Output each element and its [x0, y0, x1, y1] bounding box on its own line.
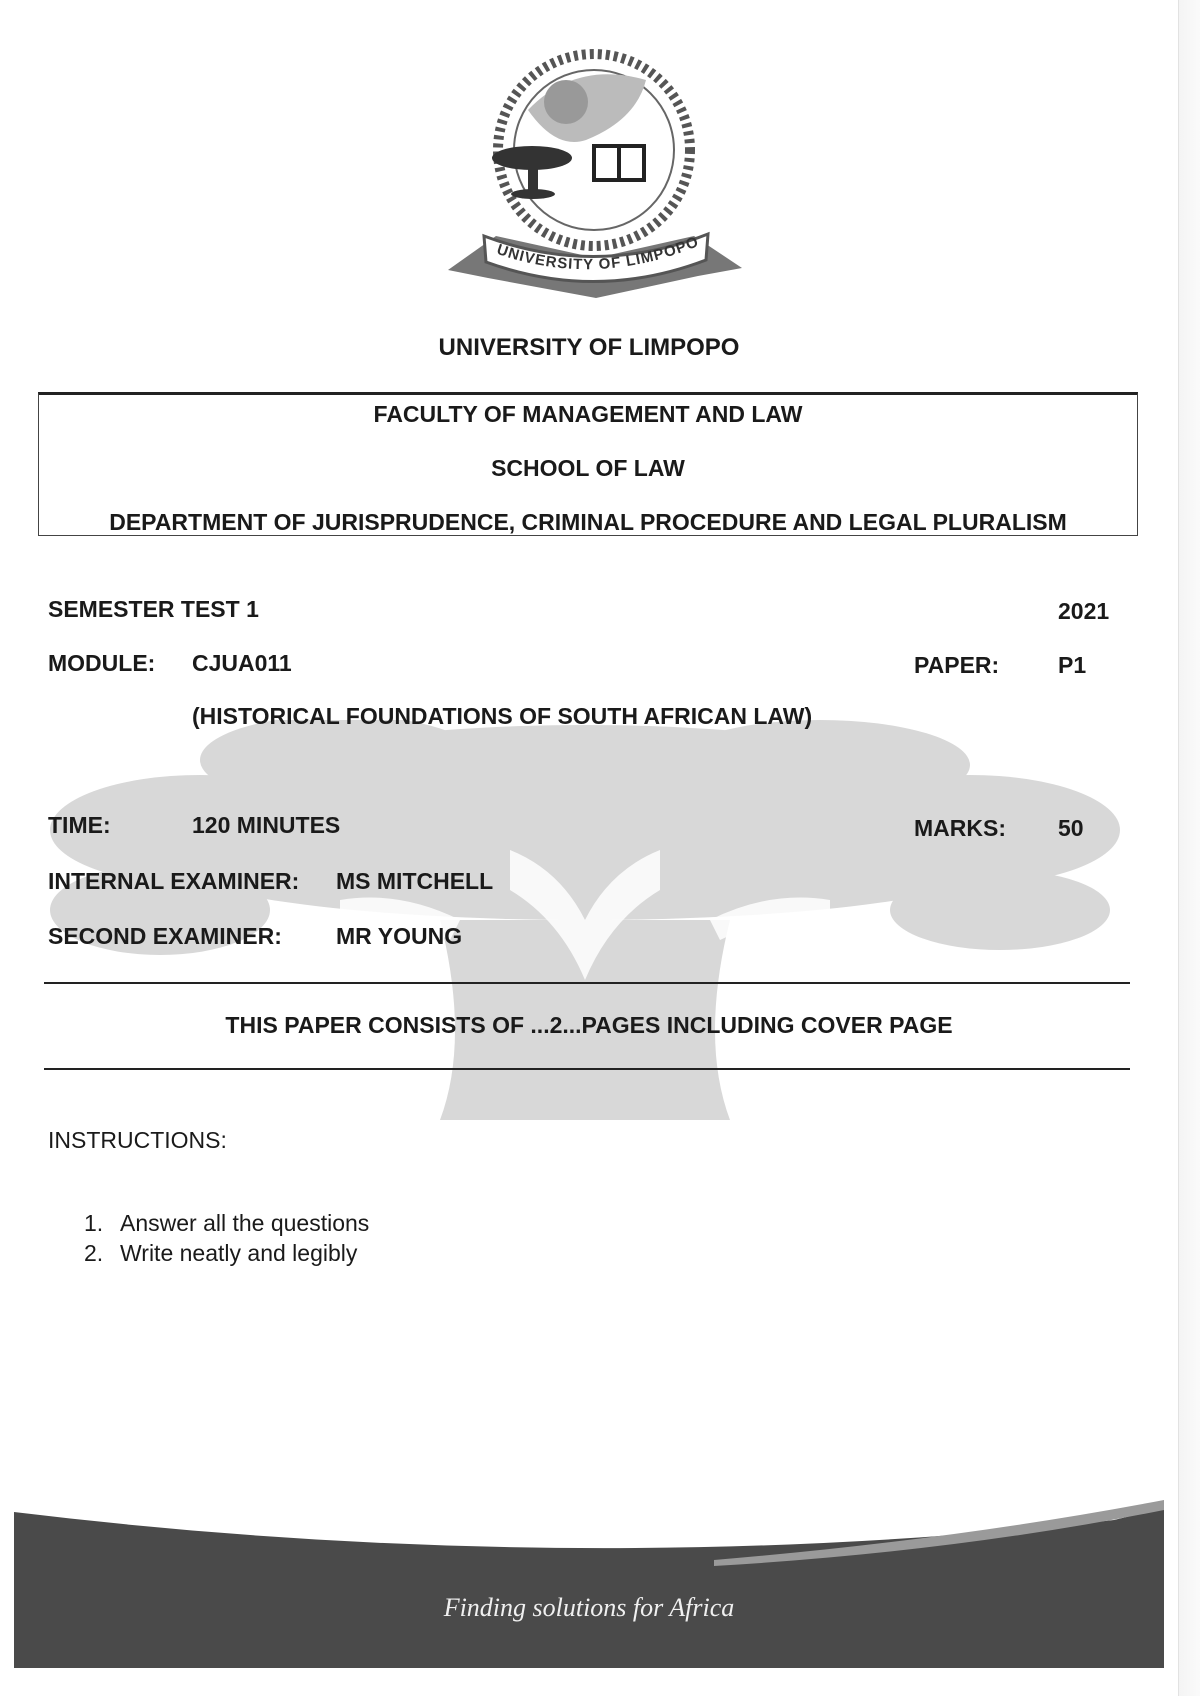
module-code: CJUA011 [192, 650, 292, 676]
school-name: SCHOOL OF LAW [491, 455, 685, 481]
paper-label: PAPER: [914, 652, 1000, 678]
footer-band [14, 1500, 1164, 1668]
list-item-number: 1. [84, 1210, 104, 1236]
list-item [84, 1238, 369, 1268]
university-name: UNIVERSITY OF LIMPOPO [438, 334, 740, 361]
faculty-header-box [38, 392, 1138, 536]
tree-emblem-icon [492, 146, 572, 199]
logo-ribbon-text: UNIVERSITY OF LIMPOPO [494, 233, 702, 274]
instructions-heading: INSTRUCTIONS: [48, 1127, 227, 1153]
time-label: TIME: [48, 812, 111, 838]
list-item [84, 1208, 369, 1238]
list-item-text: Answer all the questions [120, 1210, 370, 1236]
internal-examiner-name: MS MITCHELL [336, 868, 494, 894]
divider-top [44, 982, 1130, 984]
department-name: DEPARTMENT OF JURISPRUDENCE, CRIMINAL PROCEDURE AND LEGAL PLURALISM [109, 509, 1067, 535]
pages-note: THIS PAPER CONSISTS OF ...2...PAGES INCLUDING COVER PAGE [225, 1012, 953, 1038]
list-item-text: Write neatly and legibly [120, 1240, 358, 1266]
marks-label: MARKS: [914, 815, 1006, 841]
university-logo [436, 40, 752, 300]
marks-value: 50 [1058, 815, 1084, 841]
test-title: SEMESTER TEST 1 [48, 596, 259, 622]
open-book-icon [594, 146, 644, 180]
footer-tagline: Finding solutions for Africa [443, 1593, 735, 1622]
second-examiner-name: MR YOUNG [336, 923, 463, 949]
list-item-number: 2. [84, 1240, 104, 1266]
scan-edge [1178, 0, 1200, 1696]
faculty-name: FACULTY OF MANAGEMENT AND LAW [373, 401, 803, 427]
paper-value: P1 [1058, 652, 1087, 678]
module-label: MODULE: [48, 650, 156, 676]
divider-bottom [44, 1068, 1130, 1070]
module-name: (HISTORICAL FOUNDATIONS OF SOUTH AFRICAN LAW) [192, 703, 813, 729]
test-year: 2021 [1058, 598, 1110, 624]
internal-examiner-label: INTERNAL EXAMINER: [48, 868, 300, 894]
second-examiner-label: SECOND EXAMINER: [48, 923, 282, 949]
time-value: 120 MINUTES [192, 812, 341, 838]
instructions-list [84, 1208, 369, 1268]
